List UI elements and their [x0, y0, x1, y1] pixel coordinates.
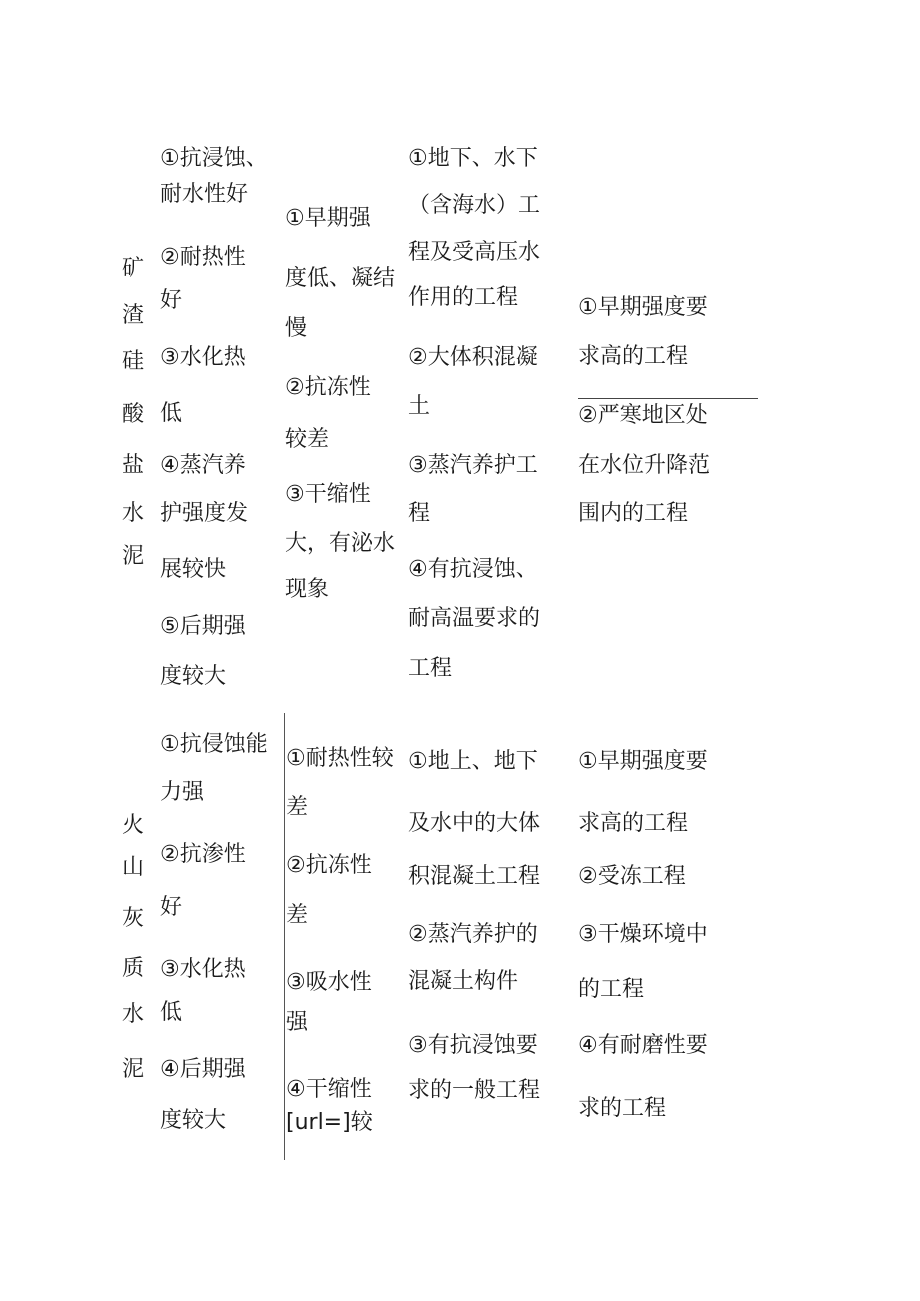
- cell-line: ③有抗浸蚀要: [408, 1033, 538, 1058]
- cell-line: ③水化热: [160, 345, 246, 370]
- cell-line: 程及受高压水: [408, 240, 541, 265]
- cell-line: ③蒸汽养护工: [408, 453, 538, 478]
- cell-line: ②耐热性: [160, 245, 246, 270]
- cell-line: 求的工程: [578, 1096, 667, 1121]
- cell-line: 的工程: [578, 977, 645, 1002]
- name-char: 灰: [122, 906, 145, 931]
- cell-line: 展较快: [160, 557, 227, 582]
- cell-line: ③干燥环境中: [578, 922, 708, 947]
- cell-line: ②蒸汽养护的: [408, 922, 538, 947]
- cell-line: ③吸水性: [286, 970, 372, 995]
- cell-line: 低: [160, 401, 183, 426]
- cell-line: 求的一般工程: [408, 1078, 541, 1103]
- cell-line: ③水化热: [160, 957, 246, 982]
- cell-line: 差: [286, 903, 309, 928]
- cell-line: （含海水）工: [408, 193, 541, 218]
- cell-line: ⑤后期强: [160, 614, 246, 639]
- cell-line: 土: [408, 394, 431, 419]
- cell-line: ②抗冻性: [285, 375, 371, 400]
- cell-line: [url=]较: [286, 1110, 373, 1135]
- cell-line: 工程: [408, 656, 453, 681]
- name-char: 泥: [122, 544, 145, 569]
- cell-line: ①地上、地下: [408, 749, 538, 774]
- name-char: 泥: [122, 1057, 145, 1082]
- cell-line: 积混凝土工程: [408, 864, 541, 889]
- cell-line: 慢: [285, 316, 308, 341]
- cell-line: 度较大: [160, 1108, 227, 1133]
- cell-line: ②抗渗性: [160, 842, 246, 867]
- name-char: 山: [122, 855, 145, 880]
- cell-line: 低: [160, 1000, 183, 1025]
- cell-line: 求高的工程: [578, 344, 689, 369]
- cell-line: 强: [286, 1010, 309, 1035]
- name-char: 水: [122, 1002, 145, 1027]
- cell-line: ①地下、水下: [408, 146, 538, 171]
- name-char: 盐: [122, 453, 145, 478]
- name-char: 水: [122, 501, 145, 526]
- cell-line: 混凝土构件: [408, 969, 519, 994]
- cell-line: 差: [286, 795, 309, 820]
- divider: [578, 398, 758, 399]
- name-char: 火: [122, 813, 145, 838]
- name-char: 渣: [122, 303, 145, 328]
- cell-line: 较差: [285, 427, 330, 452]
- cell-line: 好: [160, 895, 183, 920]
- cell-line: ①早期强度要: [578, 295, 708, 320]
- cell-line: ③干缩性: [285, 482, 371, 507]
- cell-line: 度较大: [160, 664, 227, 689]
- cell-line: 耐高温要求的: [408, 606, 541, 631]
- cell-line: ①抗侵蚀能: [160, 732, 268, 757]
- cell-line: 现象: [285, 577, 330, 602]
- cell-line: 及水中的大体: [408, 811, 541, 836]
- column-divider: [284, 713, 285, 1160]
- name-char: 矿: [122, 256, 145, 281]
- cell-line: ④后期强: [160, 1057, 246, 1082]
- name-char: 硅: [122, 349, 145, 374]
- cell-line: ②抗冻性: [286, 853, 372, 878]
- cell-line: ①早期强度要: [578, 749, 708, 774]
- cell-line: ①早期强: [285, 206, 371, 231]
- name-char: 酸: [122, 402, 145, 427]
- name-char: 质: [122, 956, 145, 981]
- cell-line: ②大体积混凝: [408, 345, 538, 370]
- cell-line: 求高的工程: [578, 811, 689, 836]
- cell-line: ②受冻工程: [578, 864, 686, 889]
- cell-line: ④有抗浸蚀、: [408, 557, 538, 582]
- cell-line: 围内的工程: [578, 501, 689, 526]
- cell-line: ①耐热性较: [286, 746, 394, 771]
- cell-line: ④有耐磨性要: [578, 1033, 708, 1058]
- cell-line: 好: [160, 288, 183, 313]
- cell-line: 在水位升降范: [578, 453, 711, 478]
- cell-line: 力强: [160, 780, 205, 805]
- cell-line: 耐水性好: [160, 182, 249, 207]
- cell-line: 护强度发: [160, 501, 249, 526]
- cell-line: 度低、凝结: [285, 266, 396, 291]
- cell-line: 大，有泌水: [285, 531, 396, 556]
- cell-line: ④蒸汽养: [160, 453, 246, 478]
- cell-line: 作用的工程: [408, 285, 519, 310]
- cell-line: ④干缩性: [286, 1077, 372, 1102]
- cell-line: ①抗浸蚀、: [160, 146, 268, 171]
- cell-line: 程: [408, 501, 431, 526]
- cell-line: ②严寒地区处: [578, 403, 708, 428]
